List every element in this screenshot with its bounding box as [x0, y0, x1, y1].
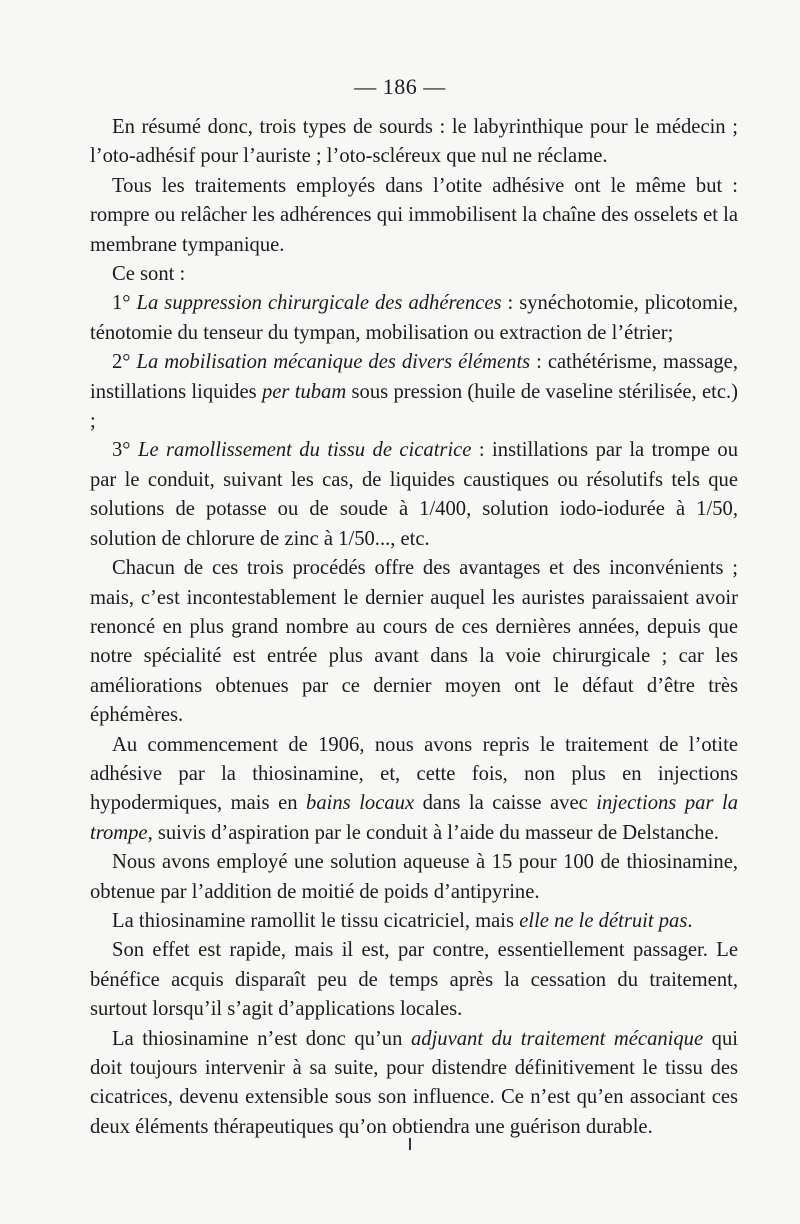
- text-run: qui doit toujours intervenir à sa suite, pour distendre définitivement le tissu des cicatrices, devenu extensible sous son influence. Ce n’est qu’en associant ces deux éléments thérapeutiques qu’on obtiendra une guérison durable.: [90, 1027, 738, 1138]
- text-run: Nous avons employé une solution aqueuse à 15 pour 100 de thiosinamine, obtenue par l’addition de moitié de poids d’antipyrine.: [90, 851, 738, 903]
- text-run: , suivis d’aspiration par le conduit à l’aide du masseur de Delstanche.: [147, 821, 719, 844]
- paragraph: [90, 554, 738, 730]
- italic-text: La suppression chirurgicale des adhérences: [136, 292, 502, 315]
- text-run: La thiosinamine ramollit le tissu cicatriciel, mais: [112, 909, 520, 932]
- text-run: Ce sont :: [112, 263, 186, 286]
- text-run: : instillations par la trompe ou par le conduit, suivant les cas, de liquides caustiques ou résolutifs tels que solutions de potasse ou de soude à 1/400, solution iodo-iodurée à 1/50, solution de chlorure de zinc à 1/50..., etc.: [90, 439, 738, 550]
- text-run: En résumé donc, trois types de sourds : le labyrinthique pour le médecin ; l’oto-adhésif pour l’auriste ; l’oto-scléreux que nul ne réclame.: [90, 116, 738, 168]
- text-run: : cathétérisme, massage, instillations liquides: [90, 351, 738, 403]
- text-run: sous pression (huile de vaseline stérilisée, etc.) ;: [90, 380, 738, 433]
- paragraph: [90, 436, 738, 554]
- paragraph: [90, 289, 738, 348]
- text-run: 1°: [112, 292, 137, 315]
- paragraph: [90, 260, 738, 289]
- italic-text: elle ne le détruit pas: [519, 909, 688, 932]
- italic-text: per tubam: [261, 380, 347, 403]
- text-run: Son effet est rapide, mais il est, par contre, essentiellement passager. Le bénéfice acquis disparaît peu de temps après la cessation du traitement, surtout lorsqu’il s’agit d’applications locales.: [90, 939, 738, 1021]
- paragraph: [90, 907, 738, 936]
- text-run: La thiosinamine n’est donc qu’un: [112, 1027, 411, 1050]
- italic-text: adjuvant du traitement mécanique: [410, 1027, 704, 1050]
- italic-text: bains locaux: [306, 792, 415, 815]
- body-text: [90, 113, 738, 1142]
- italic-text: La mobilisation mécanique des divers éléments: [136, 351, 531, 374]
- paragraph: [90, 113, 738, 172]
- page-number: — 186 —: [354, 74, 446, 99]
- text-run: .: [687, 909, 693, 932]
- italic-text: injections par la trompe: [90, 792, 739, 844]
- paragraph: [90, 731, 738, 849]
- paragraph: [90, 936, 738, 1024]
- text-run: Au commencement de 1906, nous avons repris le traitement de l’otite adhésive par la thiosinamine, et, cette fois, non plus en injections hypodermiques, mais en: [90, 733, 738, 815]
- text-run: 3°: [112, 439, 138, 462]
- italic-text: Le ramollissement du tissu de cicatrice: [137, 439, 472, 462]
- text-run: Chacun de ces trois procédés offre des avantages et des inconvénients ; mais, c’est incontestablement le dernier auquel les auristes paraissaient avoir renoncé en plus grand nombre au cours de ces dernières années, depuis que notre spécialité est entrée plus avant dans la voie chirurgicale ; car les améliorations obtenues par ce dernier moyen ont le défaut d’être très éphémères.: [90, 557, 738, 727]
- paragraph: [90, 1025, 738, 1143]
- paragraph: [90, 848, 738, 907]
- text-run: : synéchotomie, plicotomie, ténotomie du tenseur du tympan, mobilisation ou extraction de l’étrier;: [90, 292, 738, 344]
- stray-mark: [409, 1138, 411, 1150]
- text-run: 2°: [112, 351, 137, 374]
- paragraph: [90, 348, 738, 436]
- text-run: dans la caisse avec: [414, 792, 597, 815]
- text-run: Tous les traitements employés dans l’otite adhésive ont le même but : rompre ou relâcher les adhérences qui immobilisent la chaîne des osselets et la membrane tympanique.: [90, 174, 738, 256]
- paragraph: [90, 172, 738, 260]
